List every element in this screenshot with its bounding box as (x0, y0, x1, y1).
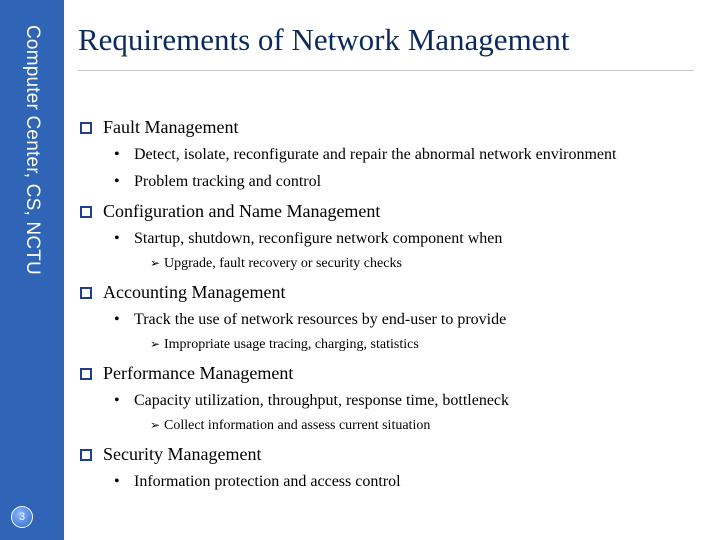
heading-text: Configuration and Name Management (103, 201, 381, 221)
dot-bullet-icon: • (114, 392, 120, 409)
side-bar (0, 0, 64, 540)
bullet-item (114, 146, 616, 164)
bullet-text: Information protection and access control (134, 473, 401, 490)
section-heading (80, 200, 380, 222)
page-number: 3 (11, 506, 33, 528)
checkbox-bullet-icon (80, 122, 92, 134)
dot-bullet-icon: • (114, 173, 120, 190)
bullet-text: Capacity utilization, throughput, response time, bottleneck (134, 392, 510, 409)
section-heading (80, 116, 238, 138)
title-divider (78, 70, 694, 71)
dot-bullet-icon: • (114, 230, 120, 247)
dot-bullet-icon: • (114, 473, 120, 490)
sub-bullet-text: Impropriate usage tracing, charging, statistics (164, 337, 419, 352)
sub-bullet-item (150, 256, 402, 272)
bullet-item (114, 230, 502, 248)
bullet-text: Startup, shutdown, reconfigure network component when (134, 230, 503, 247)
heading-text: Security Management (103, 444, 262, 464)
checkbox-bullet-icon (80, 287, 92, 299)
vertical-label: Computer Center, CS, NCTU (22, 25, 43, 275)
bullet-text: Track the use of network resources by end-user to provide (134, 311, 507, 328)
section-heading (80, 281, 285, 303)
bullet-item (114, 392, 509, 410)
checkbox-bullet-icon (80, 449, 92, 461)
arrow-bullet-icon: ➢ (150, 418, 161, 432)
section-heading (80, 362, 293, 384)
heading-text: Performance Management (103, 363, 294, 383)
heading-text: Accounting Management (103, 282, 286, 302)
sub-bullet-text: Upgrade, fault recovery or security checks (164, 256, 402, 271)
sub-bullet-item (150, 337, 419, 353)
arrow-bullet-icon: ➢ (150, 256, 161, 270)
bullet-text: Problem tracking and control (134, 173, 322, 190)
sub-bullet-text: Collect information and assess current situation (164, 418, 431, 433)
dot-bullet-icon: • (114, 146, 120, 163)
checkbox-bullet-icon (80, 206, 92, 218)
heading-text: Fault Management (103, 117, 239, 137)
sub-bullet-item (150, 418, 430, 434)
bullet-text: Detect, isolate, reconfigurate and repair the abnormal network environment (134, 146, 617, 163)
arrow-bullet-icon: ➢ (150, 337, 161, 351)
checkbox-bullet-icon (80, 368, 92, 380)
bullet-item (114, 473, 401, 491)
section-heading (80, 443, 261, 465)
page-title: Requirements of Network Management (78, 22, 570, 57)
dot-bullet-icon: • (114, 311, 120, 328)
bullet-item (114, 311, 506, 329)
bullet-item (114, 173, 321, 191)
